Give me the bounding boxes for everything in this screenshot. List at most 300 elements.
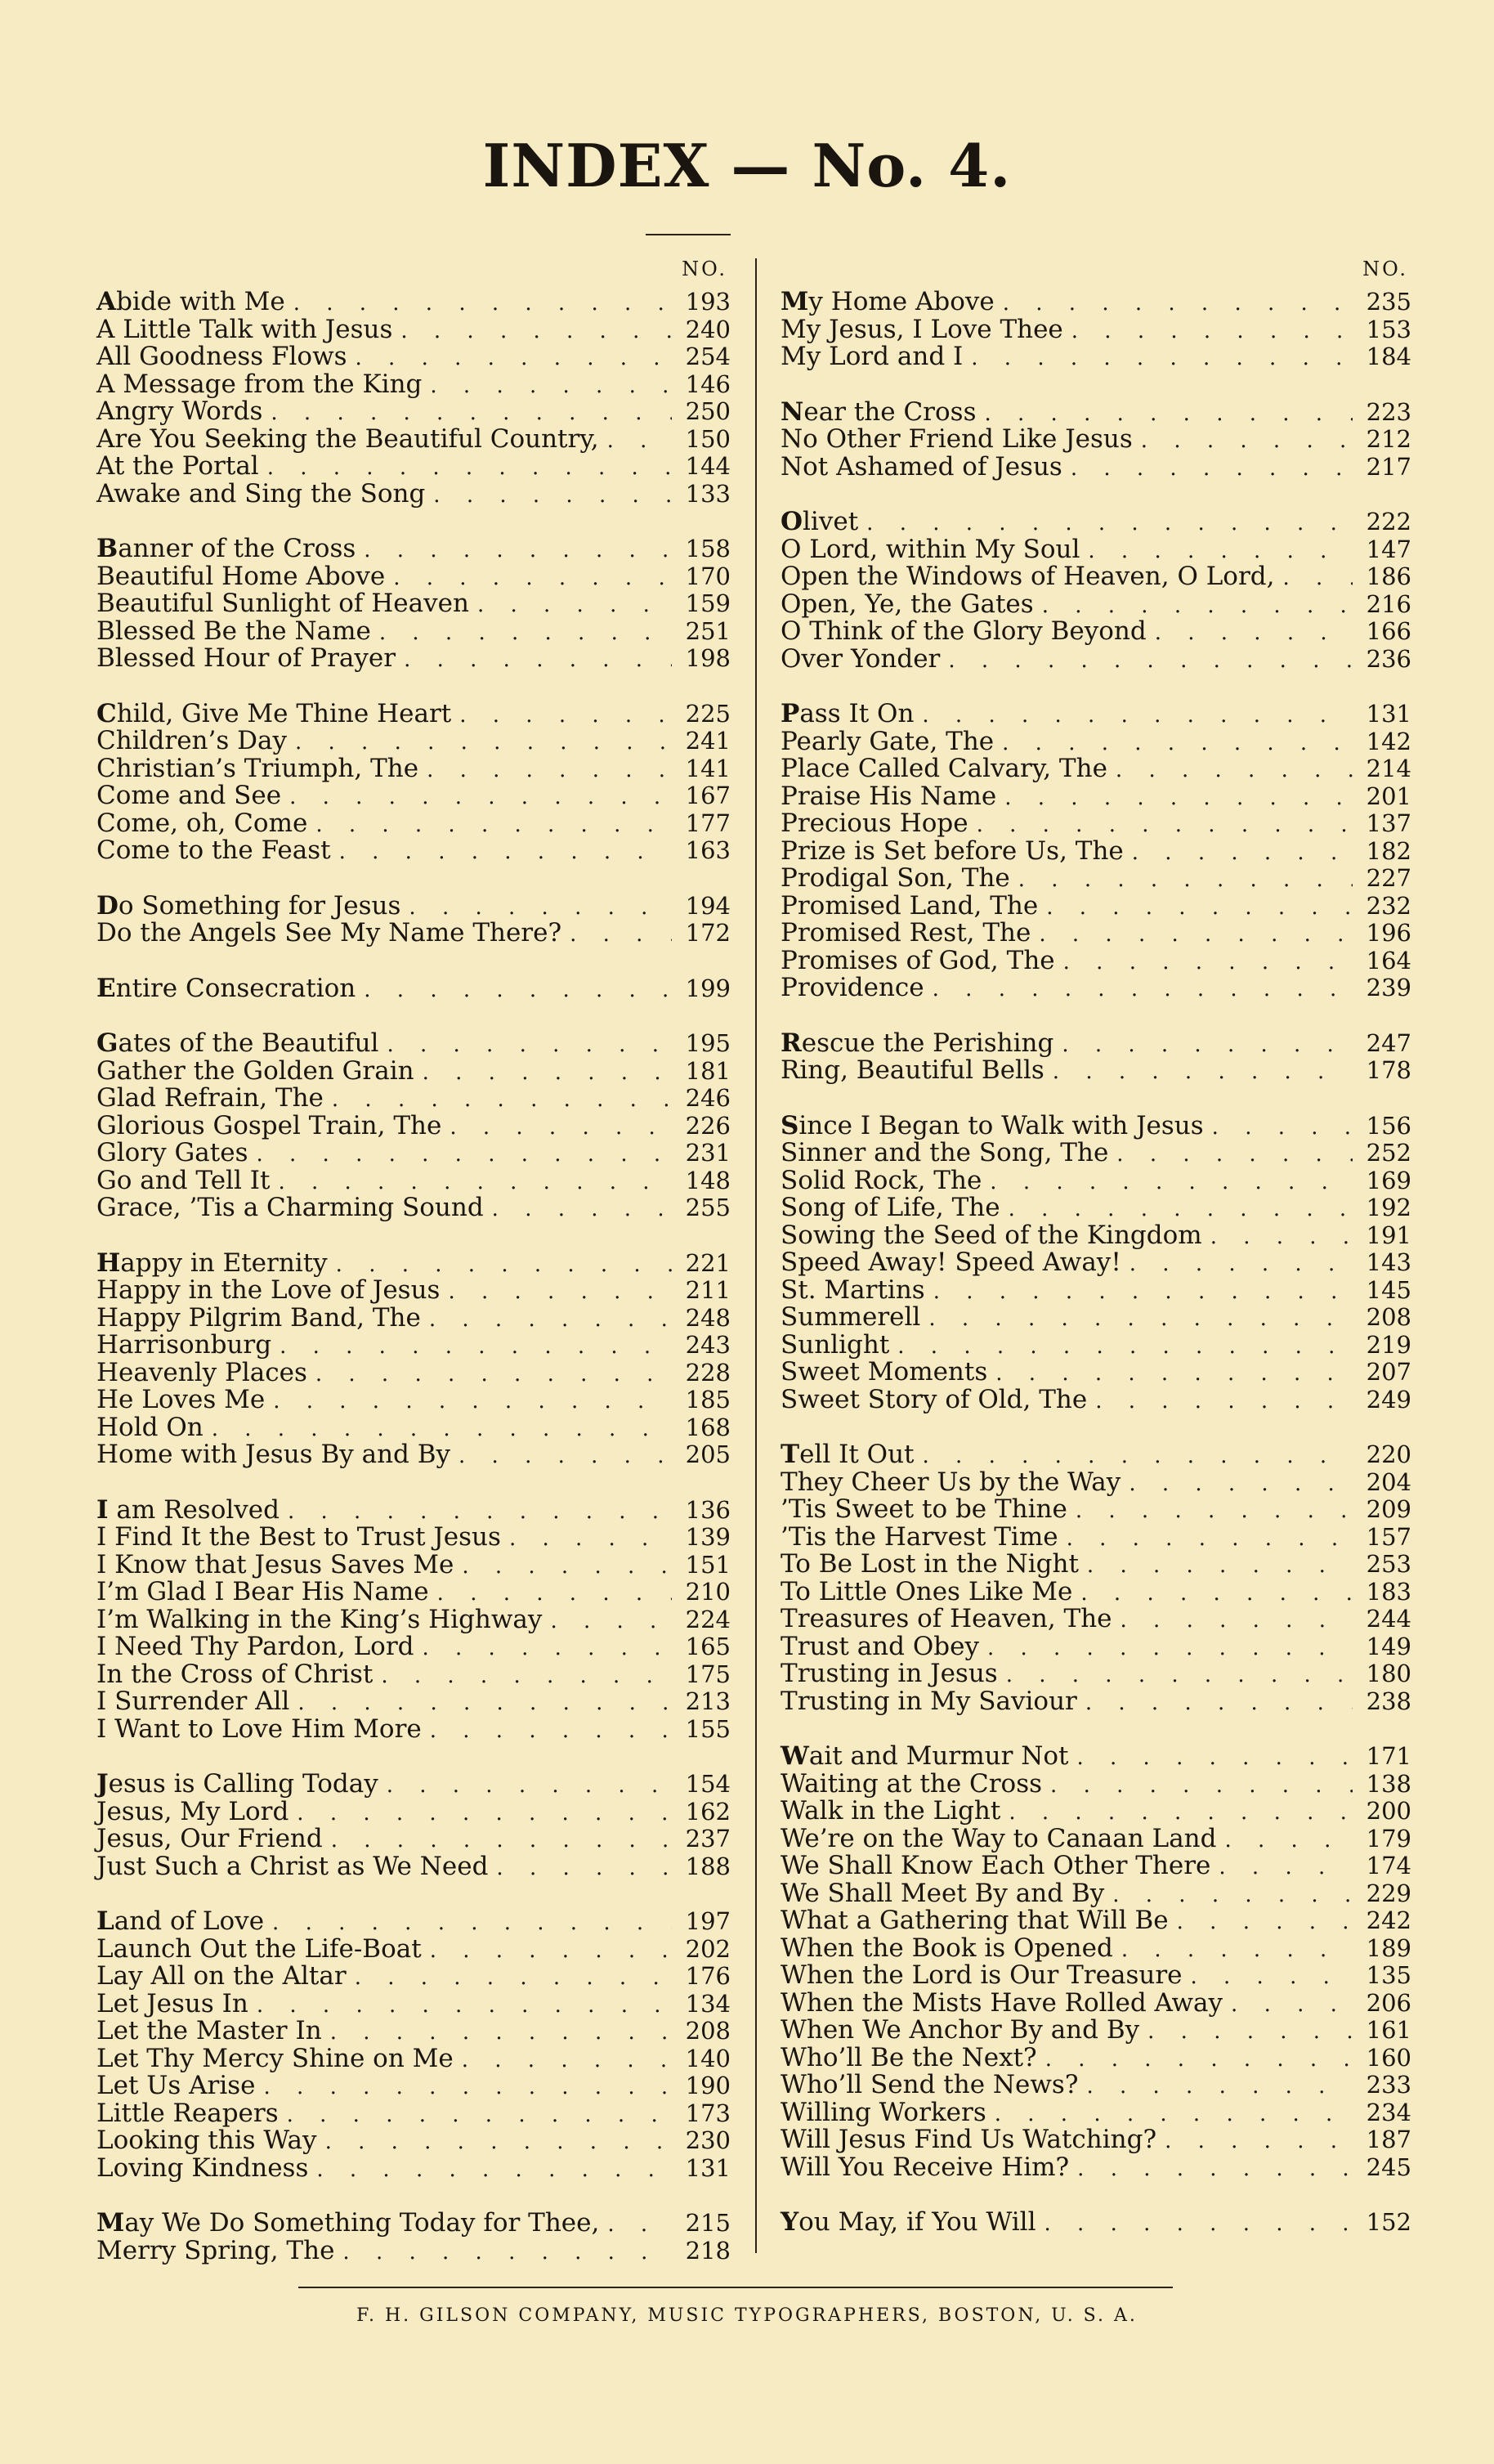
index-entry [96,371,731,399]
dot-leader [1282,565,1353,593]
dot-leader [429,1306,672,1334]
hymn-number: 198 [685,644,731,672]
index-entry [781,783,1411,811]
dot-leader [1045,2046,1353,2074]
index-entry [96,535,731,563]
dot-leader [866,510,1353,538]
dot-leader [325,2129,672,2157]
hymn-title: Providence [781,973,924,1002]
index-entry [781,755,1411,783]
letter-group [781,1110,1411,1414]
hymn-title: My Home Above [781,287,995,316]
hymn-title: Jesus, My Lord [96,1796,289,1826]
hymn-number: 211 [685,1276,731,1304]
hymn-number: 231 [685,1139,731,1167]
hymn-title: Sweet Moments [781,1357,988,1387]
hymn-number: 151 [685,1550,731,1579]
hymn-number: 223 [1366,397,1411,426]
index-entry [96,1085,731,1113]
dot-leader [1009,1799,1353,1827]
hymn-number: 243 [685,1331,731,1359]
hymn-number: 179 [1366,1824,1411,1852]
hymn-number: 174 [1366,1852,1411,1879]
hymn-number: 228 [685,1358,731,1387]
hymn-number: 246 [685,1084,731,1112]
hymn-number: 214 [1366,755,1411,782]
dot-leader [1155,620,1353,647]
hymn-number: 148 [685,1166,731,1194]
index-entry [96,1633,731,1661]
dot-leader [448,1279,672,1306]
hymn-title: Sweet Story of Old, The [781,1384,1088,1414]
hymn-number: 250 [685,397,731,425]
dot-leader [315,1361,672,1389]
index-entry [781,1030,1411,1058]
index-entry [781,1551,1411,1579]
dot-leader [1044,2211,1353,2238]
dot-leader [550,1608,672,1636]
hymn-title: Heavenly Places [96,1357,307,1387]
letter-group [96,1494,731,1744]
hymn-title: Place Called Calvary, The [781,754,1107,783]
dot-leader [355,1964,672,1992]
hymn-title: I am Resolved [96,1494,280,1525]
hymn-title: Trusting in My Saviour [781,1686,1077,1716]
hymn-title: At the Portal [96,451,259,481]
letter-group [96,890,731,948]
dot-leader [381,1663,672,1691]
index-entry [781,1880,1411,1908]
index-entry [96,2155,731,2183]
index-entry [781,618,1411,646]
hymn-number: 138 [1366,1769,1411,1798]
hymn-number: 145 [1366,1275,1411,1304]
dot-leader [430,1718,672,1745]
hymn-title: When the Mists Have Rolled Away [781,1987,1223,2018]
hymn-title: Harrisonburg [96,1330,272,1360]
hymn-title: O Think of the Glory Beyond [781,616,1147,646]
index-entry [96,1796,731,1826]
hymn-number: 234 [1366,2098,1411,2126]
index-entry [781,1329,1411,1360]
hymn-title: Happy in the Love of Jesus [96,1275,441,1305]
letter-group [96,535,731,673]
dot-leader [1219,1854,1353,1882]
index-entry [781,1823,1411,1853]
dot-leader [1062,1032,1353,1060]
dot-leader [1165,2128,1353,2156]
hymn-title: Glorious Gospel Train, The [96,1110,442,1140]
hymn-number: 185 [685,1386,731,1413]
hymn-number: 242 [1366,1906,1411,1934]
letter-group [781,701,1411,1002]
hymn-number: 141 [685,754,731,782]
hymn-title: Launch Out the Life-Boat [96,1933,422,1964]
dot-leader [387,1032,672,1060]
letter-group [96,2210,731,2265]
hymn-title: Let Thy Mercy Shine on Me [96,2043,454,2073]
dot-leader [393,565,672,593]
dot-leader [331,1827,672,1855]
hymn-title: We Shall Meet By and By [781,1878,1105,1908]
index-entry [96,343,731,371]
index-entry [781,1606,1411,1633]
dot-leader [339,839,672,867]
index-entry [96,1933,731,1964]
hymn-number: 168 [685,1413,731,1441]
index-column-left [96,249,731,2292]
hymn-title: Open, Ye, the Gates [781,589,1034,619]
hymn-number: 206 [1366,1988,1411,2017]
hymn-title: O Lord, within My Soul [781,534,1080,564]
dot-leader [933,1279,1353,1306]
hymn-title: Who’ll Send the News? [781,2070,1079,2099]
dot-leader [1085,1690,1353,1718]
hymn-number: 191 [1366,1221,1411,1249]
hymn-number: 186 [1366,562,1411,590]
hymn-title: Children’s Day [96,726,287,755]
hymn-title: In the Cross of Christ [96,1659,374,1689]
dot-leader [985,401,1353,428]
hymn-number: 204 [1366,1467,1411,1496]
hymn-title: Wait and Murmur Not [781,1741,1069,1771]
hymn-number: 183 [1366,1577,1411,1606]
hymn-title: Rescue the Perishing [781,1028,1054,1058]
hymn-title: Will Jesus Find Us Watching? [781,2125,1157,2154]
dot-leader [427,757,672,785]
hymn-number: 160 [1366,2043,1411,2072]
dot-leader [933,976,1353,1004]
hymn-title: Let the Master In [96,2016,322,2045]
hymn-title: Praise His Name [781,781,997,811]
hymn-number: 245 [1366,2153,1411,2181]
dot-leader [1088,538,1353,566]
index-entry [96,1302,731,1333]
hymn-title: Olivet [781,507,859,536]
dot-leader [897,1333,1353,1361]
hymn-title: Willing Workers [781,2097,986,2127]
hymn-number: 239 [1366,974,1411,1001]
dot-leader [1120,1607,1353,1635]
index-entry [96,698,731,728]
index-entry [781,2099,1411,2127]
index-entry [96,2045,731,2073]
hymn-title: We’re on the Way to Canaan Land [781,1823,1217,1853]
dot-leader [1132,840,1353,867]
dot-leader [1141,428,1353,455]
hymn-title: Happy in Eternity [96,1248,328,1278]
hymn-number: 197 [685,1907,731,1935]
index-entry [96,728,731,755]
hymn-title: Awake and Sing the Song [96,478,426,508]
index-entry [781,316,1411,344]
index-entry [96,398,731,426]
hymn-number: 253 [1366,1550,1411,1578]
letter-group [781,1030,1411,1085]
hymn-title: Prize is Set before Us, The [781,836,1124,866]
hymn-number: 192 [1366,1194,1411,1221]
hymn-number: 159 [685,589,731,617]
dot-leader [1116,1141,1353,1169]
hymn-title: A Little Talk with Jesus [96,314,393,344]
hymn-title: My Jesus, I Love Thee [781,314,1063,344]
letter-group [781,2209,1411,2237]
dot-leader [287,2102,672,2130]
dot-leader [928,1306,1353,1333]
hymn-title: I Find It the Best to Trust Jesus [96,1522,501,1552]
hymn-number: 196 [1366,919,1411,947]
hymn-number: 181 [685,1056,731,1085]
dot-leader [971,345,1353,373]
hymn-title: Gather the Golden Grain [96,1055,414,1086]
index-entry [781,1688,1411,1716]
hymn-number: 137 [1366,809,1411,837]
dot-leader [509,1525,672,1553]
hymn-title: Trust and Obey [781,1631,979,1661]
index-entry [96,1688,731,1716]
index-entry [781,2072,1411,2099]
hymn-number: 255 [685,1194,731,1221]
hymn-number: 167 [685,782,731,809]
hymn-number: 222 [1366,508,1411,535]
hymn-number: 149 [1366,1632,1411,1660]
index-entry [96,423,731,454]
hymn-title: I Surrender All [96,1687,290,1716]
letter-group [781,396,1411,482]
index-entry [781,1277,1411,1305]
hymn-number: 213 [685,1687,731,1715]
dot-leader [1039,921,1353,949]
dot-leader [977,812,1353,840]
index-entry [781,728,1411,756]
hymn-number: 210 [685,1578,731,1606]
hymn-number: 158 [685,535,731,562]
hymn-number: 150 [685,424,731,453]
hymn-number: 218 [685,2236,731,2265]
index-entry [96,920,731,948]
hymn-title: Happy Pilgrim Band, The [96,1302,421,1333]
hymn-number: 238 [1366,1687,1411,1715]
index-entry [781,1384,1411,1414]
hymn-title: Merry Spring, The [96,2235,335,2265]
index-entry [781,1907,1411,1935]
dot-leader [1112,1882,1353,1910]
hymn-number: 237 [685,1825,731,1852]
hymn-title: Hold On [96,1412,204,1442]
hymn-title: Abide with Me [96,287,285,316]
hymn-number: 240 [685,315,731,343]
dot-leader [409,894,672,922]
hymn-title: I’m Glad I Bear His Name [96,1577,429,1606]
index-entry [96,645,731,673]
hymn-number: 164 [1366,946,1411,974]
hymn-title: Gates of the Beautiful [96,1028,379,1058]
dot-leader [922,702,1353,730]
hymn-title: Promised Rest, The [781,918,1031,948]
hymn-title: Trusting in Jesus [781,1659,998,1688]
hymn-title: Let Us Arise [96,2071,256,2100]
hymn-title: He Loves Me [96,1385,266,1414]
hymn-title: Pearly Gate, The [781,726,995,756]
hymn-number: 182 [1366,836,1411,865]
hymn-title: Sunlight [781,1329,890,1360]
hymn-number: 226 [685,1111,731,1140]
dot-leader [995,1360,1353,1388]
dot-leader [332,1086,672,1114]
dot-leader [1006,1662,1353,1690]
dot-leader [1018,867,1353,894]
letter-group [96,975,731,1003]
index-entry [96,618,731,646]
index-entry [781,1304,1411,1332]
index-entry [96,1357,731,1387]
hymn-title: All Goodness Flows [96,342,347,371]
index-entry [96,1524,731,1552]
hymn-number: 171 [1366,1742,1411,1770]
letter-group [96,289,731,508]
dot-leader [570,921,672,949]
hymn-number: 188 [685,1852,731,1880]
dot-leader [1129,1471,1353,1499]
hymn-title: Are You Seeking the Beautiful Country, [96,423,599,454]
hymn-title: Child, Give Me Thine Heart [96,698,452,728]
dot-leader [990,1169,1353,1197]
dot-leader [280,1333,672,1361]
hymn-number: 202 [685,1934,731,1963]
dot-leader [278,1169,672,1197]
hymn-number: 199 [685,974,731,1002]
index-entry [96,1194,731,1222]
index-entry [96,1826,731,1853]
hymn-title: Sowing the Seed of the Kingdom [781,1220,1202,1250]
hymn-number: 195 [685,1029,731,1057]
hymn-number: 201 [1366,782,1411,810]
hymn-title: May We Do Something Today for Thee, [96,2208,600,2238]
hymn-title: Promised Land, The [781,890,1039,921]
index-entry [96,1963,731,1991]
index-entry [781,974,1411,1002]
dot-leader [1121,1937,1353,1964]
dot-leader [1225,1827,1353,1855]
hymn-title: Come, oh, Come [96,808,308,838]
hymn-title: Blessed Be the Name [96,616,371,646]
index-entry [96,810,731,838]
dot-leader [1191,1964,1353,1991]
dot-leader [430,373,672,401]
hymn-title: No Other Friend Like Jesus [781,424,1133,454]
hymn-title: I Need Thy Pardon, Lord [96,1632,414,1661]
hymn-title: What a Gathering that Will Be [781,1906,1169,1935]
hymn-number: 216 [1366,589,1411,618]
index-entry [96,2235,731,2265]
hymn-number: 180 [1366,1660,1411,1687]
hymn-number: 251 [685,616,731,645]
index-entry [96,2018,731,2045]
dot-leader [433,482,672,510]
hymn-number: 207 [1366,1358,1411,1386]
hymn-title: Little Reapers [96,2098,279,2128]
dot-leader [987,1635,1353,1663]
index-entry [96,1055,731,1086]
letter-group [96,1771,731,1880]
hymn-title: Entire Consecration [96,973,356,1003]
index-entry [96,289,731,316]
index-entry [781,2209,1411,2237]
dot-leader [364,537,672,565]
dot-leader [1076,1498,1353,1525]
hymn-title: Solid Rock, The [781,1165,982,1195]
dot-leader [264,2074,672,2102]
dot-leader [404,647,672,674]
letter-group [96,1250,731,1469]
column-header-no: NO. [1362,258,1408,280]
hymn-number: 236 [1366,644,1411,673]
index-entry [96,890,731,921]
dot-leader [423,1060,672,1087]
dot-leader [492,1196,672,1224]
hymn-number: 224 [685,1605,731,1633]
index-entry [781,865,1411,893]
index-entry [96,1140,731,1167]
hymn-number: 205 [685,1440,731,1468]
hymn-title: I Want to Love Him More [96,1714,422,1744]
dot-leader [330,2019,672,2047]
hymn-title: Let Jesus In [96,1988,248,2018]
index-entry [781,289,1411,316]
dot-leader [1071,455,1353,483]
dot-leader [1177,1909,1353,1937]
dot-leader [458,1443,672,1471]
letter-group [781,1441,1411,1715]
dot-leader [995,2101,1353,2129]
index-entry [781,701,1411,728]
dot-leader [315,812,672,840]
hymn-number: 131 [1366,700,1411,728]
hymn-title: Grace, ’Tis a Charming Sound [96,1193,484,1222]
hymn-number: 144 [685,452,731,480]
hymn-number: 161 [1366,2016,1411,2044]
hymn-number: 177 [685,809,731,837]
dot-leader [1067,1525,1353,1553]
column-divider [755,258,757,2253]
dot-leader [288,1499,672,1526]
hymn-number: 254 [685,343,731,370]
dot-leader [316,2157,672,2184]
index-entry [781,396,1411,427]
index-entry [781,426,1411,454]
index-entry [96,453,731,481]
index-entry [781,890,1411,921]
hymn-number: 233 [1366,2071,1411,2099]
hymn-title: Beautiful Home Above [96,561,386,591]
hymn-title: Prodigal Son, The [781,863,1010,893]
index-entry [781,1743,1411,1771]
hymn-title: Home with Jesus By and By [96,1440,451,1469]
dot-leader [1231,1991,1353,2019]
index-entry [96,975,731,1003]
dot-leader [212,1416,672,1444]
index-entry [781,591,1411,619]
index-entry [781,1359,1411,1387]
dot-leader [379,620,672,647]
index-entry [96,1414,731,1442]
index-entry [96,1771,731,1799]
hymn-title: They Cheer Us by the Way [781,1467,1121,1497]
hymn-title: Blessed Hour of Prayer [96,643,396,673]
hymn-number: 133 [685,479,731,508]
dot-leader [607,2211,672,2239]
hymn-title: Precious Hope [781,809,968,838]
